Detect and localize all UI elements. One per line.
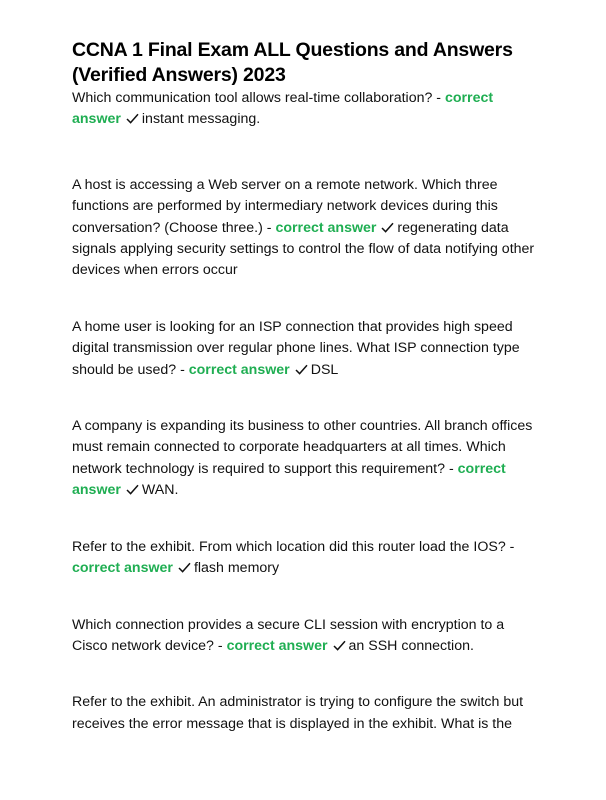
question-text: Refer to the exhibit. From which location did this router load the IOS? - (72, 538, 515, 555)
qa-item-1 (72, 88, 542, 131)
qa-item-2 (72, 175, 542, 282)
correct-answer-label: correct answer (72, 90, 494, 128)
qa-item-4 (72, 416, 542, 502)
checkmark-icon (126, 484, 139, 495)
question-text: A host is accessing a Web server on a remote network. Which three functions are performed by intermediary network devices during this conversation? (Choose three.) - (72, 176, 498, 236)
question-text: Which connection provides a secure CLI session with encryption to a Cisco network device? - (72, 616, 505, 654)
qa-item-7 (72, 692, 542, 735)
question-text: Which communication tool allows real-time collaboration? - (72, 90, 442, 106)
correct-answer-label: correct answer (188, 361, 290, 378)
answer-text: an SSH connection. (348, 637, 474, 654)
qa-item-6 (72, 615, 542, 658)
correct-answer-label: correct answer (72, 460, 506, 499)
qa-item-5 (72, 537, 542, 580)
correct-answer-label: correct answer (275, 219, 377, 236)
document-page (72, 38, 542, 735)
correct-answer-label: correct answer (72, 560, 173, 577)
answer-text: DSL (310, 361, 339, 378)
checkmark-icon (178, 562, 191, 573)
answer-text: WAN. (141, 482, 179, 499)
document-title: CCNA 1 Final Exam ALL Questions and Answers (Verified Answers) 2023 (72, 39, 513, 86)
answer-text: regenerating data signals applying security settings to control the flow of data notifying other devices when errors occur (72, 219, 535, 279)
checkmark-icon (295, 364, 308, 375)
checkmark-icon (333, 640, 346, 651)
qa-item-3 (72, 317, 542, 381)
correct-answer-label: correct answer (226, 637, 328, 654)
checkmark-icon (126, 113, 139, 124)
question-text: A company is expanding its business to other countries. All branch offices must remain connected to corporate headquarters at all times. Which network technology is required to support this requirement? - (72, 418, 533, 477)
checkmark-icon (381, 222, 394, 233)
question-text: Refer to the exhibit. An administrator is trying to configure the switch but receives the error message that is displayed in the exhibit. What is the (72, 694, 524, 732)
answer-text: instant messaging. (141, 111, 261, 128)
question-text: A home user is looking for an ISP connection that provides high speed digital transmission over regular phone lines. What ISP connection type should be used? - (72, 318, 520, 378)
answer-text: flash memory (193, 560, 280, 577)
